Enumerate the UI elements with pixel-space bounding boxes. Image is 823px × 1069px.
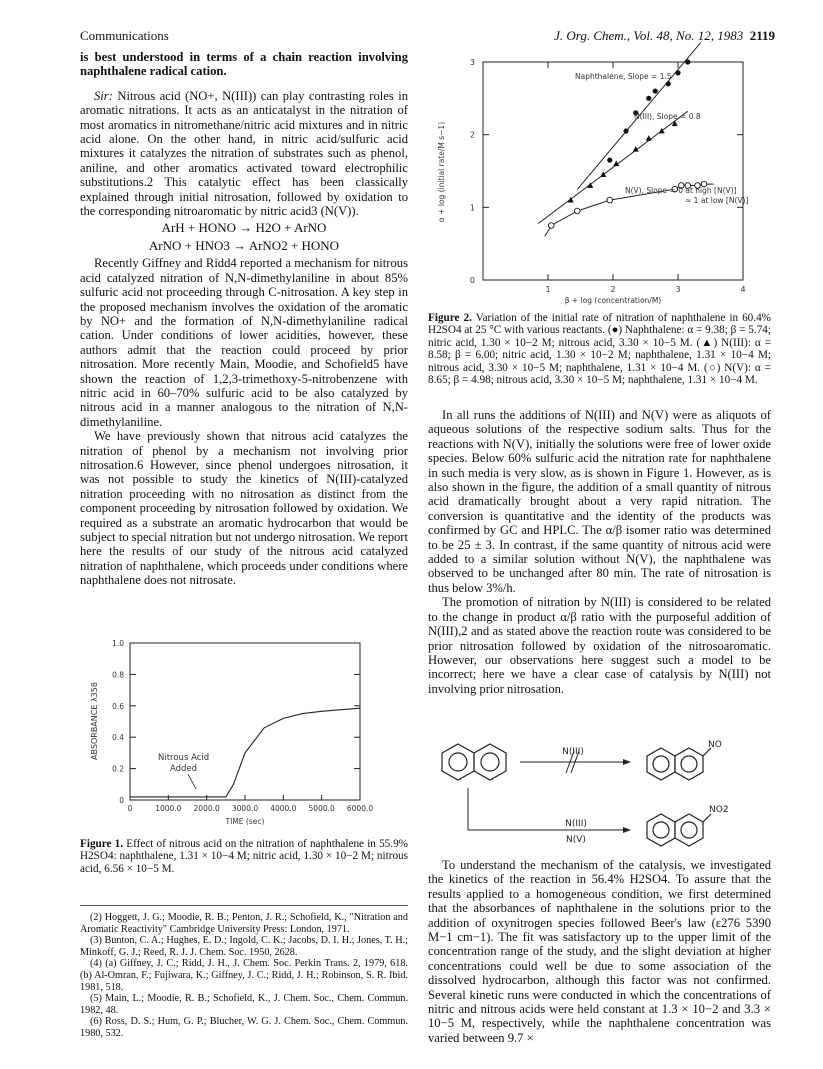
paragraph-sir	[80, 89, 408, 219]
figure-2-point-n5	[607, 197, 613, 203]
paragraph-promotion: The promotion of nitration by N(III) is considered to be related to the change in product α/β ratio with the purposeful addition of N(III),2 and as stated above the reaction route was considered to be prior nitrosation followed by oxidation of the nitrosoaromatic. However, our observations here suggest such a model to be incorrect; here we have a clear case of catalysis by N(III) not involving prior nitrosation.	[428, 595, 771, 696]
figure-2-point-naphthalene	[666, 81, 671, 86]
figure-1-y-ticks	[112, 639, 360, 805]
references	[80, 905, 408, 1040]
figure-2-point-n5	[548, 223, 554, 229]
reference-2: (2) Hoggett, J. G.; Moodie, R. B.; Penton, J. R.; Schofield, K., "Nitration and Aromatic Reactivity" Cambridge University Press: London, 1971.	[80, 912, 408, 935]
running-head-section: Communications	[80, 28, 169, 43]
figure-1-x-tick-label: 6000.0	[346, 804, 374, 813]
right-column-upper	[428, 408, 771, 696]
figure-2-label-naphthalene: Naphthalene, Slope = 1.5	[575, 72, 672, 81]
running-head-journal	[554, 28, 775, 44]
journal-volume: Vol. 48, No. 12, 1983	[633, 28, 744, 43]
figure-2-point-naphthalene	[623, 128, 628, 133]
reference-6: (6) Ross, D. S.; Hum, G. P.; Blucher, W. G. J. Chem. Soc., Chem. Commun. 1980, 532.	[80, 1016, 408, 1039]
figure-1-x-tick-label: 1000.0	[155, 804, 182, 813]
right-column-lower	[428, 858, 771, 1045]
references-rule	[80, 905, 408, 906]
figure-2-point-n3	[646, 135, 652, 141]
figure-1-y-tick-label: 1.0	[112, 639, 124, 648]
figure-2-chart	[428, 52, 773, 307]
figure-1-y-tick-label: 0.6	[112, 701, 124, 711]
figure-2-label-n3: N(III), Slope = 0.8	[634, 112, 701, 121]
figure-2-caption	[428, 312, 771, 386]
sir-salutation: Sir:	[94, 88, 113, 103]
figure-2-x-tick-label: 1	[545, 285, 551, 294]
figure-1-x-axis-label: TIME (sec)	[225, 817, 265, 826]
scheme-substituent-no2: NO2	[709, 805, 729, 815]
figure-2-y-tick-label: 2	[469, 130, 475, 140]
reaction-scheme	[428, 738, 771, 856]
equation-1: ArH + HONO → H2O + ArNO	[161, 220, 327, 236]
figure-1-x-tick-label: 2000.0	[193, 804, 220, 813]
left-column	[80, 50, 408, 588]
figure-1-caption	[80, 838, 408, 875]
figure-1-chart	[80, 633, 410, 826]
figure-2-caption-label: Figure 2.	[428, 312, 472, 324]
figure-2-point-naphthalene	[646, 96, 651, 101]
figure-1-y-tick-label: 0.4	[112, 733, 124, 743]
reference-3: (3) Bunton, C. A.; Hughes, E. D.; Ingold, C. K.; Jacobs, D. I. H.; Jones, T. H.; Minkoff, G. J.; Reed, R. J. J. Chem. Soc. 1950, 2628.	[80, 935, 408, 958]
figure-1-x-ticks	[128, 795, 374, 813]
figure-2-x-axis-label: β + log (concentration/M)	[564, 296, 662, 305]
figure-2-point-n5	[574, 208, 580, 214]
figure-2-y-tick-label: 0	[469, 276, 475, 285]
scheme-arrowhead-bottom	[623, 827, 631, 833]
paragraph-aliquots: In all runs the additions of N(III) and N(V) were as aliquots of aqueous solutions of the respective sodium salts. Thus for the reactions with N(V), initially the solutions were free of lower oxide species. Below 60% sulfuric acid the nitration rate for naphthalene in such media is very slow, as is shown in Figure 1. However, as is also shown in the figure, the addition of a small quantity of nitrous acid dramatically brought about a very rapid nitration. The conversion is quantitative and the identity of the products was confirmed by GC and HPLC. The α/β isomer ratio was determined to be 25 ± 3. In contrast, if the same quantity of nitrous acid were added to a similar solution without N(V), the naphthalene was observed to be unchanged after 80 min. The rate of nitrosation is thus below 3%/h.	[428, 408, 771, 595]
reference-5: (5) Main, L.; Moodie, R. B.; Schofield, K., J. Chem. Soc., Chem. Commun. 1982, 48.	[80, 993, 408, 1016]
figure-2-data-points	[548, 59, 706, 228]
nitronaphthalene-structure	[647, 814, 711, 846]
paragraph-phenol: We have previously shown that nitrous acid catalyzes the nitration of phenol by a mechanism not involving prior nitrosation.6 However, since phenol undergoes nitrosation, it was not possible to study the kinetics of N(III)-catalyzed nitration proceeding with no nitrosation as distinct from the component proceeding by nitrosation followed by oxidation. We required as a substrate an aromatic hydrocarbon that would be subject to special nitration but not undergo nitrosation. We report here the results of our study of the nitrous acid catalyzed nitration of naphthalene, which proceeds under conditions where naphthalene does not nitrosate.	[80, 429, 408, 588]
figure-1-x-tick-label: 3000.0	[231, 804, 259, 813]
figure-1-plot-frame	[130, 643, 360, 800]
figure-2-plot-frame	[483, 62, 743, 280]
figure-1-y-axis-label: ABSORBANCE λ358	[90, 682, 99, 760]
nitrosonaphthalene-structure	[647, 748, 711, 780]
scheme-top-reagent: N(III)	[562, 747, 584, 757]
figure-2-y-ticks	[470, 58, 743, 285]
figure-2-label-n5-line2: ≈ 1 at low [N(V)]	[685, 196, 749, 205]
figure-1-x-tick-label: 0	[127, 804, 133, 813]
figure-2-y-tick-label: 3	[469, 58, 475, 67]
figure-1-caption-label: Figure 1.	[80, 838, 124, 850]
figure-1-y-tick-label: 0.8	[112, 670, 124, 680]
figure-1-annotation-line2: Added	[170, 764, 198, 774]
figure-1-x-tick-label: 5000.0	[308, 804, 335, 813]
figure-2-x-tick-label: 3	[675, 285, 681, 294]
figure-2-point-naphthalene	[653, 88, 658, 93]
figure-2-caption-text: Variation of the initial rate of nitration of naphthalene in 60.4% H2SO4 at 25 °C with various reactants. (●) Naphthalene: α = 9.38; β = 5.74; nitric acid, 1.30 × 10−2 M; nitrous acid, 3.30 × 10−5 M. (▲) N(III): α = 8.58; β = 6.00; nitric acid, 1.30 × 10−2 M; naphthalene, 1.31 × 10−4 M; nitrous acid, 3.30 × 10−5 M; naphthalene, 1.31 × 10−4 M. (○) N(V): α = 8.65; β = 4.98; nitrous acid, 3.30 × 10−5 M; naphthalene, 1.31 × 10−4 M.	[428, 312, 771, 387]
page-number: 2119	[749, 28, 775, 43]
figure-2-point-n3	[600, 171, 606, 177]
figure-2-x-tick-label: 2	[610, 285, 616, 294]
figure-1-annotation-arrow	[188, 774, 196, 789]
figure-1-y-tick-label: 0	[119, 796, 124, 805]
figure-2-point-naphthalene	[685, 59, 690, 64]
figure-1-annotation-line1: Nitrous Acid	[158, 753, 210, 763]
scheme-bottom-reagent-2: N(V)	[566, 835, 586, 845]
figure-2-y-tick-label: 1	[469, 203, 475, 213]
scheme-bottom-reagent-1: N(III)	[565, 819, 587, 829]
intro-continuation: is best understood in terms of a chain reaction involving naphthalene radical cation.	[80, 50, 408, 79]
figure-2-fit-line-n3	[538, 111, 688, 223]
paragraph-giffney: Recently Giffney and Ridd4 reported a mechanism for nitrous acid catalyzed nitration of N,N-dimethylaniline in about 85% sulfuric acid not proceeding through C-nitrosation. A key step in the proposed mechanism involves the oxidation of the aromatic by NO+ and the formation of N,N-dimethylaniline radical cation. Under conditions of lower acidities, however, these authors admit that the reaction could proceed by prior nitrosation. More recently Main, Moodie, and Schofield5 have shown the reaction of 1,2,3-trimethoxy-5-nitrobenzene with nitric acid in 60–70% sulfuric acid to be also catalyzed by nitrous acid in a manner analogous to the nitration of N,N-dimethylaniline.	[80, 256, 408, 429]
paragraph-kinetics: To understand the mechanism of the catalysis, we investigated the kinetics of the reaction in 56.4% H2SO4. To assure that the results applied to a homogeneous condition, we first determined that the absorbances of naphthalene in the solutions prior to the addition of oxynitrogen species followed Beer's law (ε276 5390 M−1 cm−1). The fit was satisfactory up to the upper limit of the concentration range of the study, and the slight deviation at higher concentrations could well be due to some association of the dissolved hydrocarbon, although this factor was not confirmed. Several kinetic runs were conducted in which the concentrations of nitric and nitrous acids were held constant at 1.3 × 10−2 and 3.3 × 10−5 M, respectively, while the naphthalene concentration was varied between 9.7 ×	[428, 858, 771, 1045]
reference-4: (4) (a) Giffney, J. C.; Ridd, J. H., J. Chem. Soc. Perkin Trans. 2, 1979, 618. (b) Al-Omran, F.; Fujiwara, K.; Giffney, J. C.; Ridd, J. H.; Robinson, S. R. Ibid. 1981, 518.	[80, 958, 408, 993]
scheme-arrowhead-top	[623, 759, 631, 765]
figure-2-y-axis-label: α + log (initial rate/M s−1)	[437, 121, 446, 223]
figure-2-x-tick-label: 4	[740, 285, 746, 294]
figure-1-x-tick-label: 4000.0	[270, 804, 297, 813]
figure-1-caption-text: Effect of nitrous acid on the nitration of naphthalene in 55.9% H2SO4: naphthalene, 1.31 × 10−4 M; nitric acid, 1.30 × 10−2 M; nitrous acid, 6.56 × 10−5 M.	[80, 838, 408, 875]
figure-2-label-n5-line1: N(V), Slope = 0 at high [N(V)]	[625, 186, 737, 195]
scheme-substituent-no: NO	[708, 740, 722, 750]
paragraph-sir-text: Nitrous acid (NO+, N(III)) can play contrasting roles in aromatic nitrations. It acts as an anticatalyst in the nitration of most aromatics in nitromethane/nitric acid mixtures and in nitric acid alone. On the other hand, in nitric acid/sulfuric acid mixtures it catalyzes the nitration of substrates such as phenol, aniline, and other aromatics activated toward electrophilic substitutions.2 This catalytic effect has been classically explained through initial nitrosation, followed by oxidation to the corresponding nitroaromatic by nitric acid3 (N(V)).	[80, 88, 408, 219]
equation-2: ArNO + HNO3 → ArNO2 + HONO	[148, 237, 340, 253]
journal-name: J. Org. Chem.,	[554, 28, 631, 43]
figure-2-point-naphthalene	[607, 158, 612, 163]
figure-2-point-n3	[672, 121, 678, 127]
figure-2-x-ticks	[545, 62, 745, 294]
figure-1-y-tick-label: 0.2	[112, 764, 124, 774]
naphthalene-structure	[442, 744, 506, 780]
figure-2-point-naphthalene	[675, 70, 680, 75]
